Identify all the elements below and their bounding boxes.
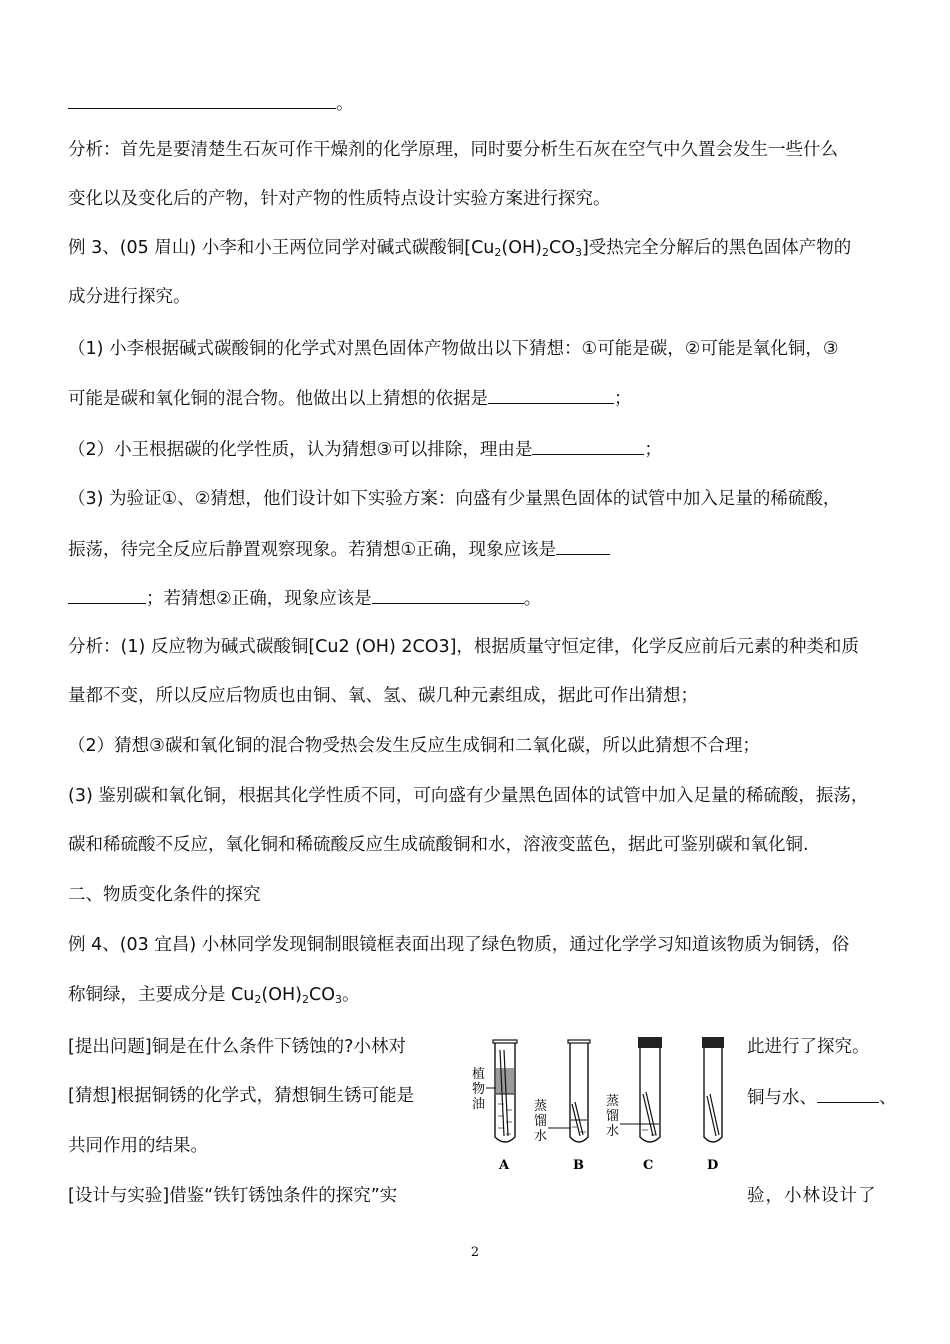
water-label-b <box>534 1098 571 1144</box>
water-label-char: 蒸 <box>606 1094 620 1109</box>
guess-text-cont <box>747 1084 897 1110</box>
tube-label-d: D <box>707 1158 719 1173</box>
water-label-char: 水 <box>606 1124 620 1139</box>
line-end: ； <box>614 389 632 409</box>
oil-label-char: 物 <box>472 1082 486 1097</box>
example-4-title: 例 4、(03 宜昌) 小林同学发现铜制眼镜框表面出现了绿色物质，通过化学学习知道该物质为铜锈，俗 <box>68 935 850 955</box>
question-3-cont <box>68 536 610 562</box>
subscript: 2 <box>301 993 309 1006</box>
question-heading: [提出问题]铜是在什么条件下锈蚀的?小林对 <box>68 1037 406 1057</box>
text-part: 振荡，待完全反应后静置观察现象。若猜想①正确，现象应该是 <box>68 540 557 560</box>
oil-label-char: 植 <box>472 1067 486 1082</box>
answer-blank <box>372 585 524 604</box>
analysis-paragraph-2: 分析：(1) 反应物为碱式碳酸铜[Cu2 (OH) 2CO3]，根据质量守恒定律，化学反应前后元素的种类和质 <box>68 637 859 657</box>
text-part: CO <box>548 238 575 258</box>
subscript: 2 <box>254 993 262 1006</box>
test-tube-b <box>568 1040 590 1142</box>
tube-label-c: C <box>643 1158 654 1173</box>
guess-text-cont-2: 共同作用的结果。 <box>68 1136 208 1156</box>
text-part: 例 3、(05 眉山) 小李和小王两位同学对碱式碳酸铜[Cu <box>68 238 495 258</box>
water-label-char: 馏 <box>534 1114 548 1129</box>
test-tube-c <box>638 1037 662 1142</box>
stopper <box>702 1037 724 1048</box>
oil-label-char: 油 <box>472 1097 486 1112</box>
subscript: 2 <box>494 246 502 259</box>
text-part: ]受热完全分解后的黑色固体产物的 <box>581 238 852 258</box>
test-tube-diagram <box>462 1032 732 1180</box>
analysis-paragraph-1: 分析：首先是要清楚生石灰可作干燥剂的化学原理，同时要分析生石灰在空气中久置会发生一些什么 <box>68 140 838 160</box>
oil-label <box>472 1066 496 1112</box>
water-label-char: 蒸 <box>534 1099 548 1114</box>
analysis-paragraph-2-cont: 量都不变，所以反应后物质也由铜、氧、氢、碳几种元素组成，据此可作出猜想； <box>68 686 698 706</box>
text-part: CO <box>308 985 335 1005</box>
analysis-paragraph-3: （2）猜想③碳和氧化铜的混合物受热会发生反应生成铜和二氧化碳，所以此猜想不合理； <box>68 736 760 756</box>
example-3-title-cont: 成分进行探究。 <box>68 287 191 307</box>
design-heading-cont: 验，小林设计了 <box>747 1186 877 1206</box>
line-end: ； <box>644 440 662 460</box>
text-part: 铜与水、 <box>747 1088 817 1108</box>
test-tube-a <box>493 1040 517 1142</box>
text-part: 称铜绿，主要成分是 Cu <box>68 985 255 1005</box>
subscript: 3 <box>334 993 342 1006</box>
page-number: 2 <box>470 1245 480 1260</box>
answer-blank <box>817 1084 879 1103</box>
analysis-paragraph-4-cont: 碳和稀硫酸不反应，氧化铜和稀硫酸反应生成硫酸铜和水，溶液变蓝色，据此可鉴别碳和氧化铜. <box>68 835 809 855</box>
test-tube-d <box>702 1037 724 1142</box>
question-1-cont <box>68 385 632 411</box>
water-label-char: 馏 <box>606 1109 620 1124</box>
water-label-c <box>606 1093 641 1139</box>
answer-blank <box>488 385 614 404</box>
example-4-title-cont <box>68 983 359 1007</box>
question-3-cont-2 <box>68 585 541 611</box>
water-label-char: 水 <box>534 1129 548 1144</box>
analysis-paragraph-1-cont: 变化以及变化后的产物，针对产物的性质特点设计实验方案进行探究。 <box>68 189 611 209</box>
answer-blank <box>532 436 644 455</box>
example-3-title <box>68 236 851 260</box>
line-end: 。 <box>336 94 354 114</box>
analysis-paragraph-4: (3) 鉴别碳和氧化铜，根据其化学性质不同，可向盛有少量黑色固体的试管中加入足量的稀硫酸，振荡， <box>68 786 869 806</box>
text-part: （2）小王根据碳的化学性质，认为猜想③可以排除，理由是 <box>68 440 533 460</box>
tube-label-b: B <box>573 1158 584 1173</box>
stopper <box>638 1037 662 1048</box>
text-part: ；若猜想②正确，现象应该是 <box>146 589 372 609</box>
subscript: 2 <box>541 246 549 259</box>
text-part: (OH) <box>501 238 542 258</box>
design-heading: [设计与实验]借鉴“铁钉锈蚀条件的探究”实 <box>68 1186 398 1206</box>
answer-blank <box>68 90 336 109</box>
answer-blank <box>556 536 610 555</box>
answer-line-1 <box>68 90 354 116</box>
question-1: （1) 小李根据碱式碳酸铜的化学式对黑色固体产物做出以下猜想：①可能是碳，②可能是氧化铜，③ <box>68 339 839 359</box>
subscript: 3 <box>574 246 582 259</box>
answer-blank <box>68 585 146 604</box>
question-3: （3) 为验证①、②猜想，他们设计如下实验方案：向盛有少量黑色固体的试管中加入足量的稀硫酸， <box>68 489 841 509</box>
line-end: 、 <box>879 1088 897 1108</box>
guess-text: [猜想]根据铜锈的化学式，猜想铜生锈可能是 <box>68 1086 415 1106</box>
tube-label-a: A <box>499 1158 510 1173</box>
text-part: 。 <box>341 985 360 1005</box>
question-heading-cont: 此进行了探究。 <box>747 1037 870 1057</box>
line-end: 。 <box>523 589 542 609</box>
text-part: (OH) <box>261 985 302 1005</box>
section-heading: 二、物质变化条件的探究 <box>68 885 261 905</box>
question-2 <box>68 436 662 462</box>
text-part: 可能是碳和氧化铜的混合物。他做出以上猜想的依据是 <box>68 389 488 409</box>
